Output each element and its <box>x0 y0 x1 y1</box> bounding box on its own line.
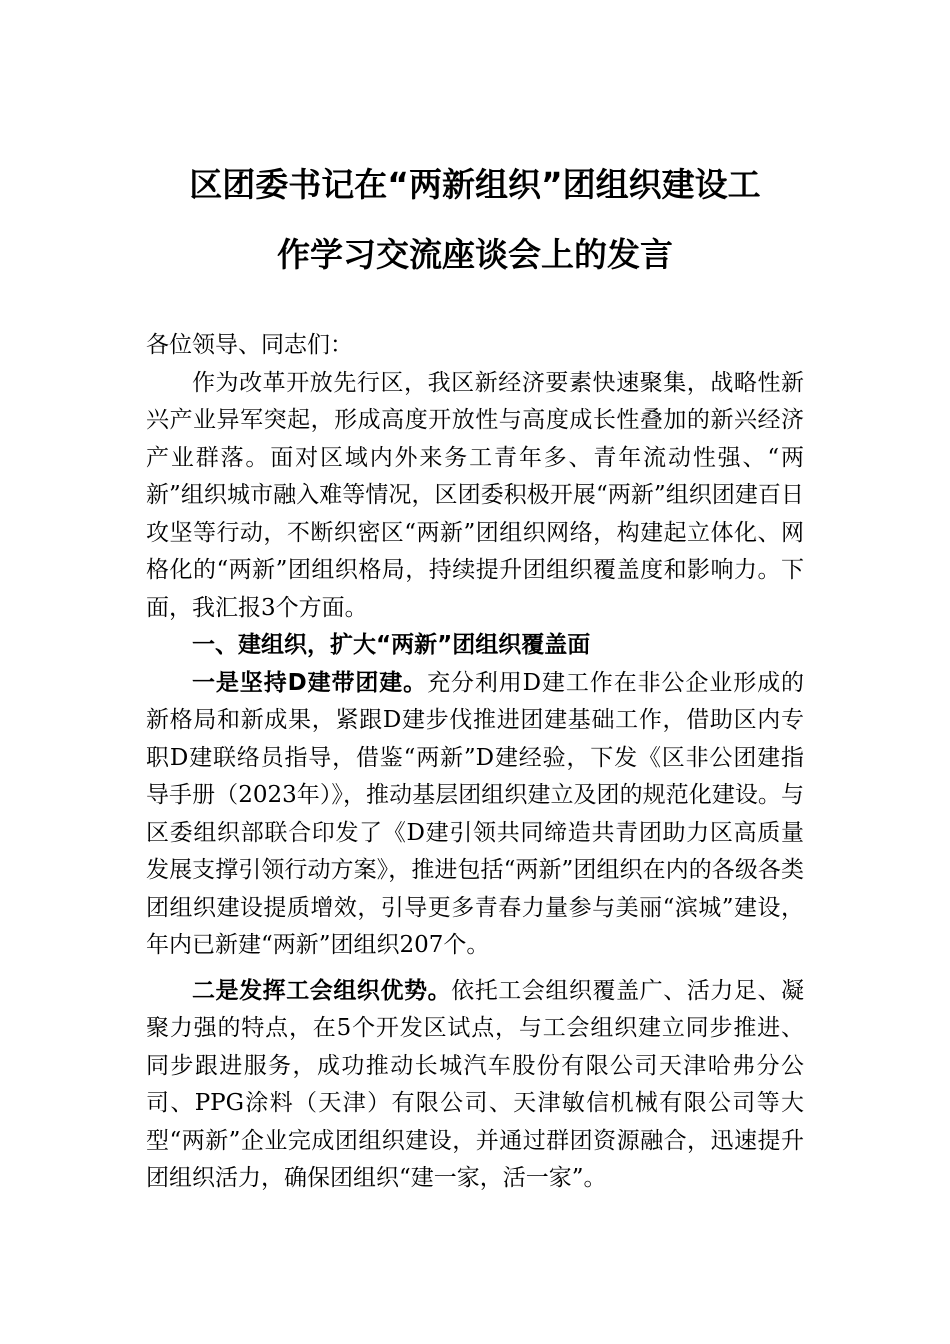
point-2-lead: 二是发挥工会组织优势。 <box>192 977 452 1004</box>
document-title-line-1: 区团委书记在“两新组织”团组织建设工 <box>189 165 761 204</box>
point-1-text: 充分利用D建工作在非公企业形成的新格局和新成果，紧跟D建步伐推进团建基础工作，借助区内专职D建联络员指导，借鉴“两新”D建经验，下发《区非公团建指导手册（2023年）》，推动基层团组织建立及团的规范化建设。与区委组织部联合印发了《D建引领共同缔造共青团助力区高质量发展支撑引领行动方案》，推进包括“两新”团组织在内的各级各类团组织建设提质增效，引导更多青春力量参与美丽“滨城”建设，年内已新建“两新”团组织207个。 <box>146 669 804 958</box>
point-2-text: 依托工会组织覆盖广、活力足、凝聚力强的特点，在5个开发区试点，与工会组织建立同步推进、同步跟进服务，成功推动长城汽车股份有限公司天津哈弗分公司、PPG涂料（天津）有限公司、天津敏信机械有限公司等大型“两新”企业完成团组织建设，并通过群团资源融合，迅速提升团组织活力，确保团组织“建一家，活一家”。 <box>146 977 805 1191</box>
salutation: 各位领导、同志们： <box>146 332 353 358</box>
paragraph-point-1 <box>146 665 804 965</box>
section-heading-1: 一、建组织，扩大“两新”团组织覆盖面 <box>192 632 591 658</box>
intro-paragraph: 作为改革开放先行区，我区新经济要素快速聚集，战略性新兴产业异军突起，形成高度开放性与高度成长性叠加的新兴经济产业群落。面对区域内外来务工青年多、青年流动性强、“两新”组织城市融入难等情况，区团委积极开展“两新”组织团建百日攻坚等行动，不断织密区“两新”团组织网络，构建起立体化、网格化的“两新”团组织格局，持续提升团组织覆盖度和影响力。下面，我汇报3个方面。 <box>146 369 804 621</box>
document-title-line-2: 作学习交流座谈会上的发言 <box>277 235 673 274</box>
paragraph-point-2 <box>146 973 804 1198</box>
point-1-lead: 一是坚持D建带团建。 <box>192 669 428 696</box>
document-body <box>146 327 804 1198</box>
